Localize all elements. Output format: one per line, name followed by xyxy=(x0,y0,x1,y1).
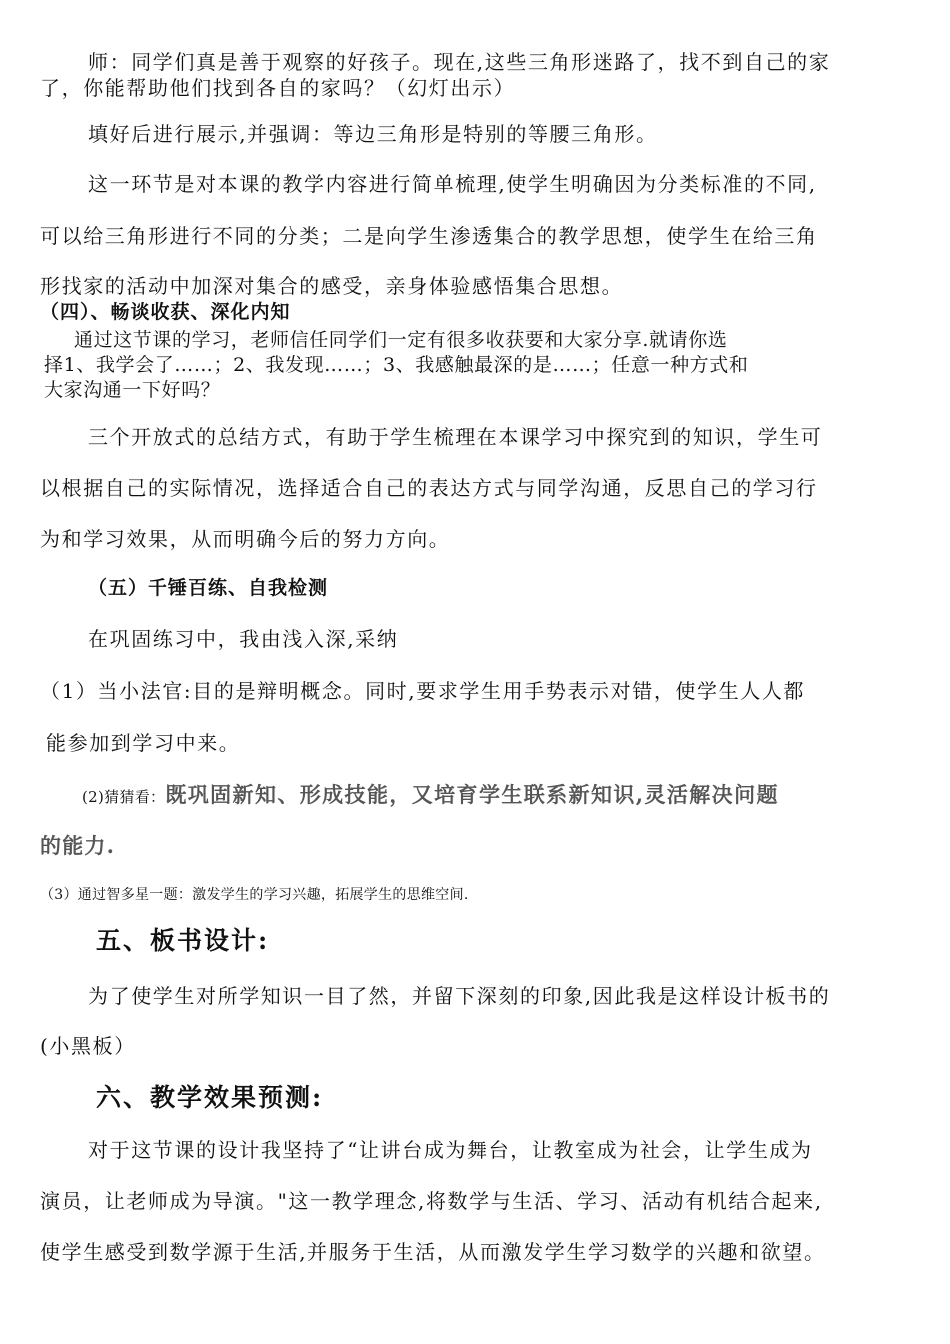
paragraph-line: 择1、我学会了……；2、我发现……；3、我感触最深的是……；任意一种方式和 xyxy=(44,354,749,376)
paragraph-line: 使学生感受到数学源于生活,并服务于生活，从而激发学生学习数学的兴趣和欲望。 xyxy=(40,1240,826,1264)
paragraph-line: 大家沟通一下好吗？ xyxy=(44,379,221,401)
paragraph-line: 对于这节课的设计我坚持了“让讲台成为舞台，让教室成为社会，让学生成为 xyxy=(88,1138,813,1162)
paragraph-line: 师：同学们真是善于观察的好孩子。现在,这些三角形迷路了，找不到自己的家 xyxy=(88,50,831,74)
paragraph-line: 为了使学生对所学知识一目了然，并留下深刻的印象,因此我是这样设计板书的 xyxy=(88,984,831,1008)
list-item xyxy=(82,784,779,805)
paragraph-line: 演员，让老师成为导演。"这一教学理念,将数学与生活、学习、活动有机结合起来, xyxy=(40,1189,823,1213)
paragraph-line: 三个开放式的总结方式，有助于学生梳理在本课学习中探究到的知识，学生可 xyxy=(88,425,823,449)
section-heading: 五、板书设计: xyxy=(96,926,270,955)
list-item: 能参加到学习中来。 xyxy=(46,731,241,755)
list-item-label: (2)猜猜看： xyxy=(82,788,166,806)
section-heading: （四）、畅谈收获、深化内知 xyxy=(40,301,291,323)
list-item: （3）通过智多星一题：激发学生的学习兴趣，拓展学生的思维空间. xyxy=(40,887,469,903)
paragraph-line: 这一环节是对本课的教学内容进行简单梳理,使学生明确因为分类标准的不同, xyxy=(88,172,817,196)
list-item-text: 既巩固新知、形成技能，又培育学生联系新知识,灵活解决问题 xyxy=(165,782,779,807)
paragraph-line: 了，你能帮助他们找到各自的家吗？（幻灯出示） xyxy=(40,76,516,100)
section-heading: （五）千锤百练、自我检测 xyxy=(88,577,329,599)
paragraph-line: 可以给三角形进行不同的分类；二是向学生渗透集合的教学思想，使学生在给三角 xyxy=(40,224,818,248)
section-heading: 六、教学效果预测: xyxy=(96,1083,324,1112)
paragraph-line: 在巩固练习中，我由浅入深,采纳 xyxy=(88,627,399,651)
paragraph-line: 以根据自己的实际情况，选择适合自己的表达方式与同学沟通，反思自己的学习行 xyxy=(40,476,818,500)
paragraph-line: 填好后进行展示,并强调：等边三角形是特别的等腰三角形。 xyxy=(88,122,658,146)
list-item: 的能力. xyxy=(40,833,116,858)
paragraph-line: 通过这节课的学习，老师信任同学们一定有很多收获要和大家分享.就请你选 xyxy=(74,329,728,351)
paragraph-line: 形找家的活动中加深对集合的感受，亲身体验感悟集合思想。 xyxy=(40,274,624,298)
paragraph-line: 为和学习效果，从而明确今后的努力方向。 xyxy=(40,527,451,551)
list-item: （1）当小法官:目的是辩明概念。同时,要求学生用手势表示对错，使学生人人都 xyxy=(40,679,806,703)
paragraph-line: (小黑板） xyxy=(40,1034,136,1058)
